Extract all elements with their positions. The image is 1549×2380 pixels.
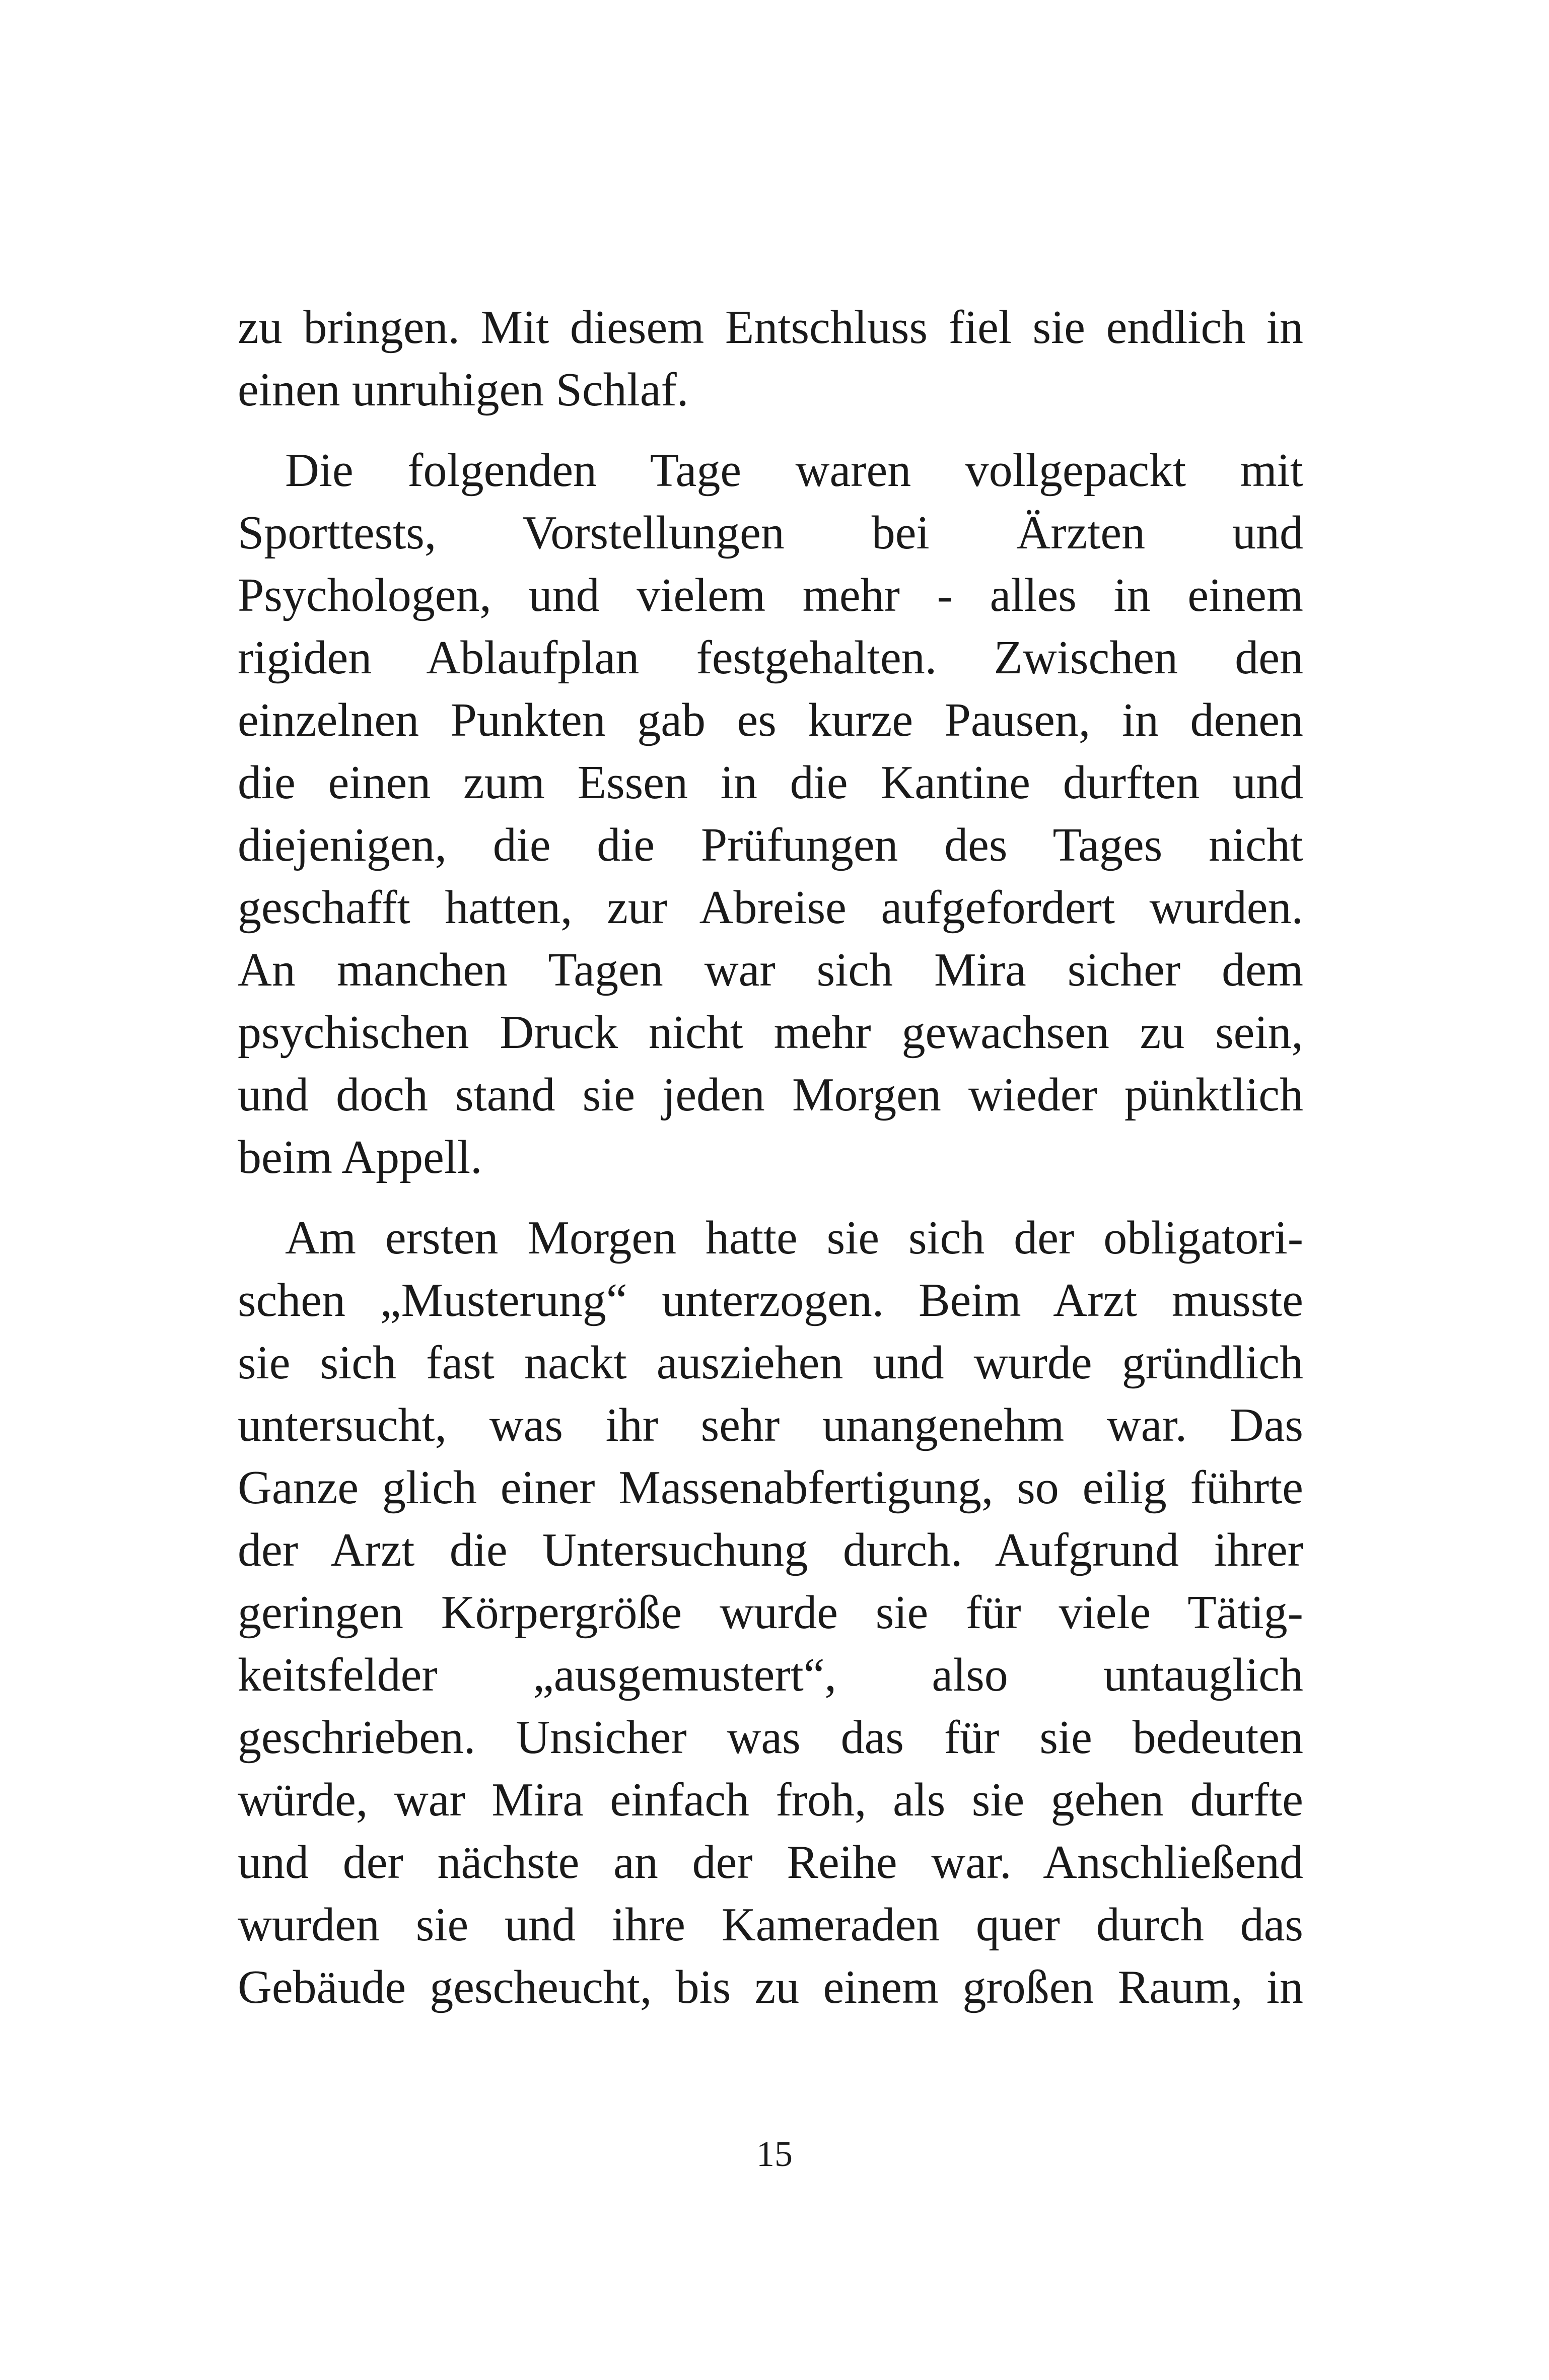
paragraph: [238, 439, 1303, 1188]
text-line: einen unruhigen Schlaf.: [238, 364, 689, 416]
text-line: Sporttests, Vorstellungen bei Ärzten und: [238, 507, 1303, 559]
text-line: Ganze glich einer Massenabfertigung, so eilig führte: [238, 1461, 1303, 1514]
text-line: keitsfelder „ausgemustert“, also untauglich: [238, 1649, 1303, 1701]
text-line: beim Appell.: [238, 1131, 482, 1183]
text-line: und der nächste an der Reihe war. Anschließend: [238, 1836, 1303, 1888]
text-line: diejenigen, die die Prüfungen des Tages nicht: [238, 819, 1303, 871]
text-line: die einen zum Essen in die Kantine durften und: [238, 756, 1303, 809]
text-line: einzelnen Punkten gab es kurze Pausen, in denen: [238, 694, 1303, 746]
text-line: wurden sie und ihre Kameraden quer durch das: [238, 1899, 1303, 1951]
text-line: zu bringen. Mit diesem Entschluss fiel sie endlich in: [238, 301, 1303, 354]
text-line: der Arzt die Untersuchung durch. Aufgrund ihrer: [238, 1524, 1303, 1576]
text-line: würde, war Mira einfach froh, als sie gehen durfte: [238, 1774, 1303, 1826]
text-line: geschafft hatten, zur Abreise aufgefordert wurden.: [238, 881, 1303, 934]
text-line: und doch stand sie jeden Morgen wieder pünktlich: [238, 1069, 1303, 1121]
text-line: Psychologen, und vielem mehr - alles in einem: [238, 569, 1303, 621]
text-line: sie sich fast nackt ausziehen und wurde gründlich: [238, 1337, 1303, 1389]
text-line: Gebäude gescheucht, bis zu einem großen Raum, in: [238, 1961, 1303, 2013]
text-line: rigiden Ablaufplan festgehalten. Zwischen den: [238, 632, 1303, 684]
text-line: Am ersten Morgen hatte sie sich der obligatori-: [285, 1212, 1303, 1264]
paragraph: [238, 296, 1303, 421]
text-line: An manchen Tagen war sich Mira sicher dem: [238, 944, 1303, 996]
text-line: geringen Körpergröße wurde sie für viele Tätig-: [238, 1586, 1303, 1639]
page-number: 15: [756, 2134, 793, 2174]
body-text: [238, 296, 1303, 2018]
text-line: geschrieben. Unsicher was das für sie bedeuten: [238, 1711, 1303, 1764]
paragraph: [238, 1207, 1303, 2018]
text-line: schen „Musterung“ unterzogen. Beim Arzt musste: [238, 1274, 1303, 1326]
text-line: untersucht, was ihr sehr unangenehm war. Das: [238, 1399, 1303, 1451]
text-line: Die folgenden Tage waren vollgepackt mit: [285, 444, 1303, 497]
text-line: psychischen Druck nicht mehr gewachsen zu sein,: [238, 1006, 1303, 1059]
